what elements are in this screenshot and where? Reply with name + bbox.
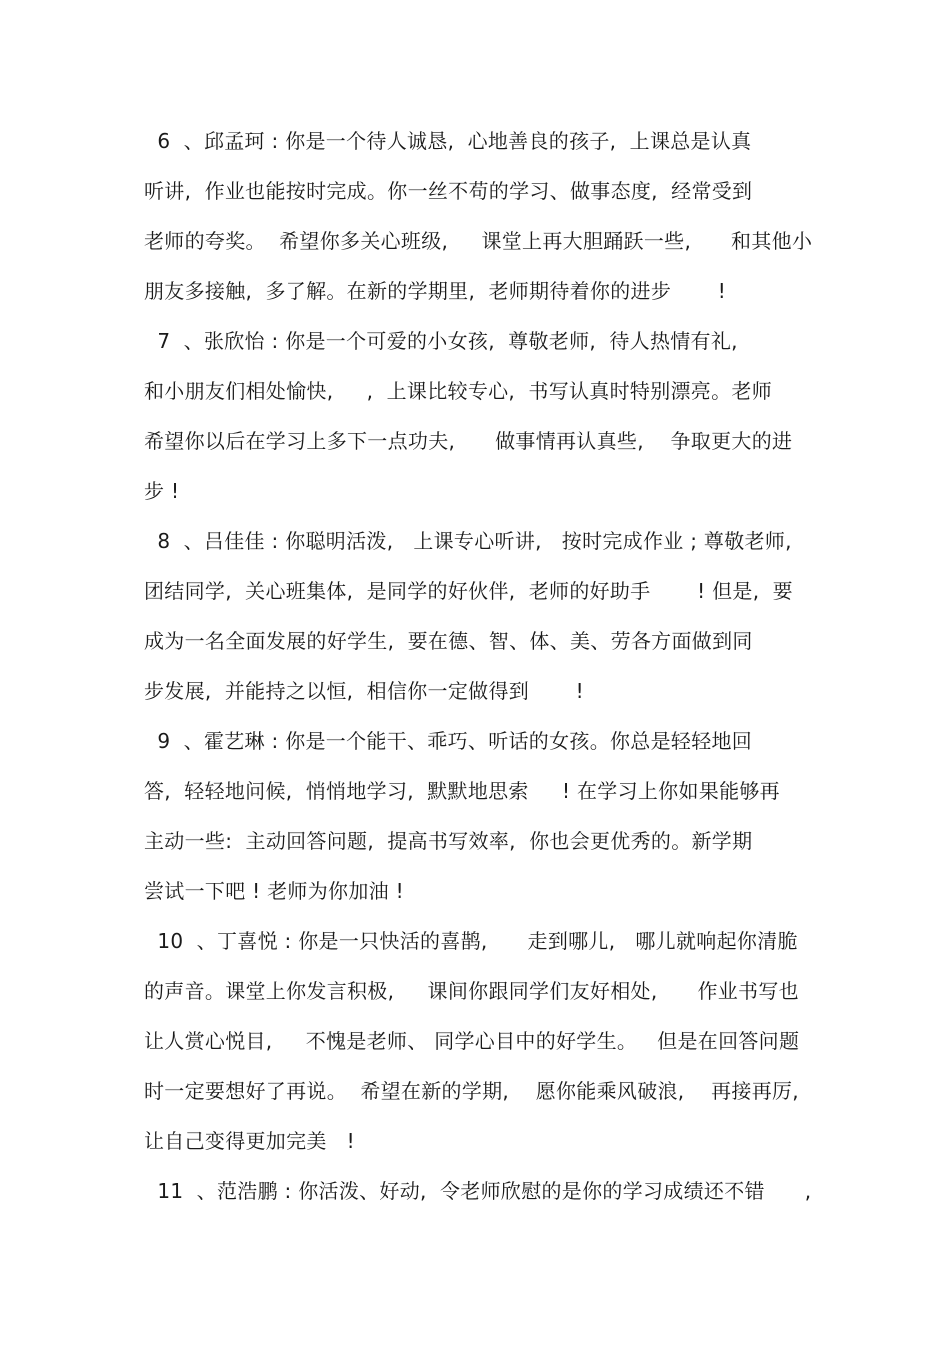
text-line: 11 、范浩鹏 : 你活泼、好动, 令老师欣慰的是你的学习成绩还不错 , [144, 1179, 812, 1203]
text-line: 听讲, 作业也能按时完成。你一丝不苟的学习、做事态度, 经常受到 [144, 179, 753, 203]
text-line: 步 ! [144, 479, 180, 503]
text-line: 7 、张欣怡 : 你是一个可爱的小女孩, 尊敬老师, 待人热情有礼, [144, 329, 738, 353]
text-line: 6 、邱孟珂 : 你是一个待人诚恳, 心地善良的孩子, 上课总是认真 [144, 129, 752, 153]
text-line: 8 、吕佳佳 : 你聪明活泼, 上课专心听讲, 按时完成作业 ; 尊敬老师, [144, 529, 792, 553]
text-line: 10 、丁喜悦 : 你是一只快活的喜鹊, 走到哪儿, 哪儿就响起你清脆 [144, 929, 798, 953]
text-line: 老师的夸奖。 希望你多关心班级, 课堂上再大胆踊跃一些, 和其他小 [144, 229, 813, 253]
text-line: 成为一名全面发展的好学生, 要在德、智、体、美、劳各方面做到同 [144, 629, 753, 653]
text-line: 朋友多接触, 多了解。在新的学期里, 老师期待着你的进步 ! [144, 279, 727, 303]
text-line: 的声音。课堂上你发言积极, 课间你跟同学们友好相处, 作业书写也 [144, 979, 799, 1003]
text-line: 让自己变得更加完美 ! [144, 1129, 355, 1153]
text-line: 让人赏心悦目, 不愧是老师、 同学心目中的好学生。 但是在回答问题 [144, 1029, 800, 1053]
text-line: 希望你以后在学习上多下一点功夫, 做事情再认真些, 争取更大的进 [144, 429, 793, 453]
text-line: 主动一些: 主动回答问题, 提高书写效率, 你也会更优秀的。新学期 [144, 829, 753, 853]
text-line: 和小朋友们相处愉快, , 上课比较专心, 书写认真时特别漂亮。老师 [144, 379, 772, 403]
text-line: 答, 轻轻地问候, 悄悄地学习, 默默地思索 ! 在学习上你如果能够再 [144, 779, 780, 803]
text-line: 9 、霍艺琳 : 你是一个能干、乖巧、听话的女孩。你总是轻轻地回 [144, 729, 753, 753]
text-line: 步发展, 并能持之以恒, 相信你一定做得到 ! [144, 679, 584, 703]
text-line: 时一定要想好了再说。 希望在新的学期, 愿你能乘风破浪, 再接再厉, [144, 1079, 799, 1103]
text-line: 尝试一下吧 ! 老师为你加油 ! [144, 879, 404, 903]
text-line: 团结同学, 关心班集体, 是同学的好伙伴, 老师的好助手 ! 但是, 要 [144, 579, 793, 603]
